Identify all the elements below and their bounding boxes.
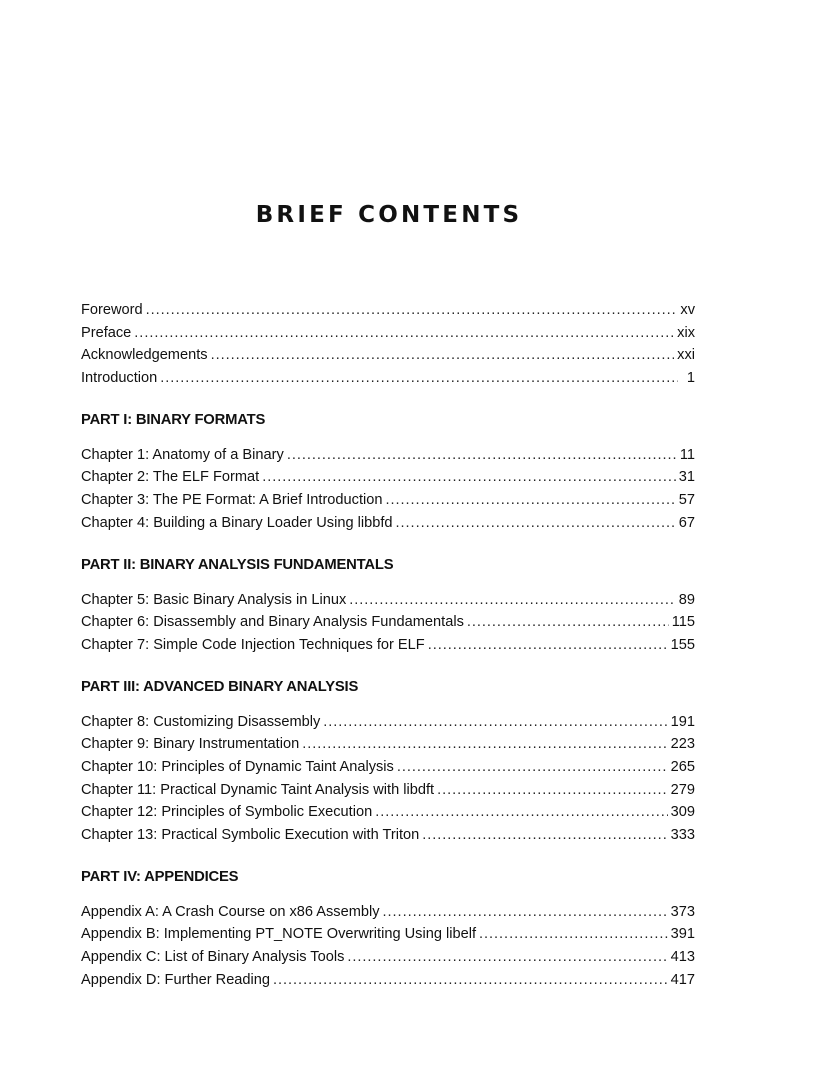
- toc-entry-label: Chapter 13: Practical Symbolic Execution with Triton: [81, 827, 420, 843]
- dot-leader: [428, 634, 668, 657]
- dot-leader: [160, 367, 678, 390]
- toc-entry-page: 89: [678, 591, 695, 608]
- dot-leader: [273, 969, 668, 992]
- toc-entry-page: xix: [677, 324, 695, 341]
- dot-leader: [386, 489, 676, 512]
- toc-entry-page: 309: [670, 804, 695, 821]
- toc-entry-chapter-6[interactable]: [81, 611, 695, 634]
- toc-entry-label: Preface: [81, 324, 132, 341]
- toc-entry-page: 413: [670, 949, 695, 966]
- toc-entry-label: Acknowledgements: [81, 347, 208, 364]
- toc-entry-page: 115: [671, 614, 695, 631]
- toc-entry-page: 391: [670, 926, 695, 943]
- toc-entry-chapter-2[interactable]: [81, 466, 695, 489]
- toc-entry-label: Chapter 8: Customizing Disassembly: [81, 713, 321, 730]
- part-2-list: [81, 589, 695, 657]
- toc-entry-appendix-d[interactable]: [81, 969, 695, 992]
- toc-entry-chapter-12[interactable]: [81, 801, 695, 824]
- dot-leader: [437, 779, 668, 802]
- toc-entry-label: Chapter 2: The ELF Format: [81, 469, 260, 486]
- dot-leader: [349, 589, 676, 612]
- toc-entry-page: 265: [670, 758, 695, 775]
- front-matter-list: [81, 299, 695, 390]
- toc-entry-page: 155: [670, 636, 695, 653]
- toc-entry-label: Chapter 6: Disassembly and Binary Analysis Fundamentals: [81, 614, 464, 631]
- toc-entry-chapter-7[interactable]: [81, 634, 695, 657]
- toc-entry-page: 279: [670, 781, 695, 798]
- part-1-list: [81, 444, 695, 535]
- toc-entry-chapter-8[interactable]: [81, 711, 695, 734]
- dot-leader: [396, 512, 676, 535]
- toc-entry-chapter-3[interactable]: [81, 489, 695, 512]
- toc-entry-label: Chapter 12: Principles of Symbolic Execution: [81, 804, 373, 821]
- toc-entry-label: Appendix D: Further Reading: [81, 971, 271, 988]
- dot-leader: [287, 444, 677, 467]
- toc-entry-label: Appendix A: A Crash Course on x86 Assembly: [81, 903, 380, 920]
- dot-leader: [467, 611, 669, 634]
- dot-leader: [479, 923, 668, 946]
- toc-entry-chapter-13[interactable]: [81, 824, 695, 847]
- part-heading: PART I: BINARY FORMATS: [81, 411, 266, 428]
- toc-entry-appendix-a[interactable]: [81, 901, 695, 924]
- toc-entry-label: Chapter 5: Basic Binary Analysis in Linux: [81, 591, 347, 608]
- toc-entry-page: 333: [670, 827, 695, 843]
- dot-leader: [146, 299, 678, 322]
- toc-entry-page: 417: [670, 971, 695, 988]
- dot-leader: [323, 711, 667, 734]
- dot-leader: [397, 756, 668, 779]
- table-of-contents: [81, 299, 695, 991]
- dot-leader: [262, 466, 676, 489]
- dot-leader: [422, 824, 667, 847]
- toc-entry-appendix-b[interactable]: [81, 923, 695, 946]
- toc-entry-foreword[interactable]: [81, 299, 695, 322]
- toc-entry-page: xv: [680, 302, 695, 318]
- part-4-list: [81, 901, 695, 992]
- toc-entry-preface[interactable]: [81, 322, 695, 345]
- toc-entry-label: Chapter 3: The PE Format: A Brief Introduction: [81, 492, 383, 509]
- toc-entry-page: 223: [670, 736, 695, 753]
- toc-entry-page: 67: [678, 514, 695, 531]
- dot-leader: [134, 322, 674, 345]
- toc-entry-introduction[interactable]: [81, 367, 695, 390]
- toc-entry-page: 373: [670, 903, 695, 920]
- toc-entry-label: Chapter 7: Simple Code Injection Techniques for ELF: [81, 636, 425, 653]
- dot-leader: [383, 901, 668, 924]
- dot-leader: [211, 344, 675, 367]
- toc-entry-label: Chapter 11: Practical Dynamic Taint Analysis with libdft: [81, 781, 435, 798]
- page-title: BRIEF CONTENTS: [255, 202, 523, 228]
- toc-entry-chapter-1[interactable]: [81, 444, 695, 467]
- toc-entry-chapter-9[interactable]: [81, 733, 695, 756]
- toc-entry-acknowledgements[interactable]: [81, 344, 695, 367]
- toc-entry-label: Appendix C: List of Binary Analysis Tools: [81, 949, 345, 966]
- part-3-list: [81, 711, 695, 847]
- toc-entry-chapter-4[interactable]: [81, 512, 695, 535]
- toc-entry-chapter-5[interactable]: [81, 589, 695, 612]
- toc-entry-page: 191: [670, 713, 695, 730]
- part-heading: PART III: ADVANCED BINARY ANALYSIS: [81, 678, 359, 695]
- dot-leader: [302, 733, 667, 756]
- toc-entry-page: 57: [678, 492, 695, 509]
- dot-leader: [375, 801, 667, 824]
- toc-entry-label: Chapter 4: Building a Binary Loader Using libbfd: [81, 514, 393, 531]
- toc-entry-label: Appendix B: Implementing PT_NOTE Overwriting Using libelf: [81, 926, 477, 943]
- toc-entry-label: Chapter 10: Principles of Dynamic Taint Analysis: [81, 758, 394, 775]
- toc-entry-label: Chapter 1: Anatomy of a Binary: [81, 446, 284, 463]
- toc-entry-page: xxi: [677, 347, 695, 364]
- toc-entry-page: 1: [686, 370, 695, 387]
- toc-entry-appendix-c[interactable]: [81, 946, 695, 969]
- toc-entry-label: Introduction: [81, 370, 158, 387]
- part-heading: PART IV: APPENDICES: [81, 868, 239, 885]
- toc-entry-label: Foreword: [81, 302, 143, 318]
- toc-entry-page: 11: [679, 446, 695, 463]
- toc-entry-chapter-11[interactable]: [81, 779, 695, 802]
- dot-leader: [347, 946, 667, 969]
- toc-entry-label: Chapter 9: Binary Instrumentation: [81, 736, 300, 753]
- toc-entry-page: 31: [678, 469, 695, 486]
- toc-entry-chapter-10[interactable]: [81, 756, 695, 779]
- part-heading: PART II: BINARY ANALYSIS FUNDAMENTALS: [81, 556, 394, 573]
